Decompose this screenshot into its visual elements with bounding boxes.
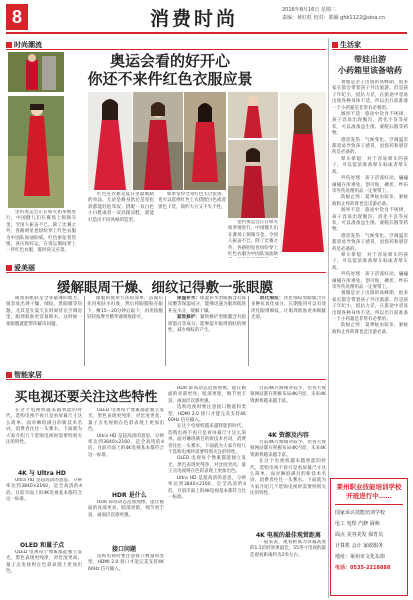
smart-text-col4a bbox=[250, 386, 326, 426]
smart-text-col1a bbox=[6, 408, 82, 466]
ad-line: 面点 美容美发 保育员 bbox=[335, 532, 384, 538]
fashion-headline-line1: 奥运会看的好开心 bbox=[109, 52, 230, 70]
fashion-photo-1 bbox=[8, 52, 64, 92]
smart-paragraph: 在这个电视机越来越智能的时代，选购电视不再只是看屏幕尺寸这么简单。面对琳琅满目的新技术名词，消费者往往一头雾水。下面就为大家介绍几个选购电视时需要特别关注的特性。 bbox=[250, 459, 326, 497]
tag-square-icon bbox=[6, 42, 12, 48]
tag-square-icon bbox=[332, 42, 338, 48]
fashion-paragraph: 如果觉得全身红色太过张扬，也可以选择红色上衣搭配白色或者黑色下装，简约大方又不失个性。 bbox=[158, 192, 226, 210]
smart-text-col1c bbox=[6, 550, 82, 596]
smart-subhead-ports: 接口问题 bbox=[112, 546, 137, 553]
masthead bbox=[0, 0, 413, 34]
beauty-subhead: 保湿补水： bbox=[177, 296, 201, 301]
beauty-text-col1 bbox=[6, 296, 82, 366]
fashion-paragraph: 红色连衣裙是夏日里最吸睛的单品，无论是修身款还是宽松款都能轻松驾驭。搭配一双白色小白鞋或者一双高跟凉鞋，就能打造出不同风格的造型。 bbox=[88, 192, 154, 223]
ad-box bbox=[330, 478, 408, 596]
fashion-photo-8-art bbox=[280, 92, 326, 252]
smart-text-col4b bbox=[250, 440, 326, 526]
smart-tag-label: 智能家居 bbox=[14, 371, 42, 379]
column-divider bbox=[165, 296, 166, 366]
smart-paragraph: OLED 电视每个像素都能独立发光，黑色表现更纯净，对比度更高；量子点电视则在色彩表现上更加出色。 bbox=[88, 408, 164, 433]
ad-line: 国家承认技能培训学校 bbox=[335, 510, 386, 516]
smart-subhead-resources: 4K 资源及内容 bbox=[268, 432, 309, 439]
date-line: 2016年8月16日 星期二 bbox=[282, 7, 336, 13]
life-text bbox=[332, 80, 408, 472]
fashion-photo-5-art bbox=[184, 92, 226, 190]
life-paragraph: 晕车晕船：对于容易晕车的孩子，可以提前准备晕车贴或者晕车药。 bbox=[332, 156, 408, 175]
ad-line: 电工 电焊 汽修 厨师 bbox=[335, 521, 380, 527]
beauty-paragraph: 淡化细纹型眼膜含有多种抗氧化成分，长期使用可以有效淡化眼周细纹，让眼周肌肤更加细腻光滑。 bbox=[251, 296, 326, 321]
smart-paragraph: 在这个电视机越来越智能的时代，选购电视不再只是看屏幕尺寸这么简单。面对琳琅满目的新技术名词，消费者往往一头雾水。下面就为大家介绍几个选购电视时需要特别关注的特性。 bbox=[6, 408, 82, 446]
masthead-rule bbox=[6, 32, 407, 34]
ad-lines bbox=[331, 508, 407, 574]
fashion-photo-6 bbox=[228, 92, 278, 138]
fashion-photo-3 bbox=[88, 92, 132, 190]
ad-line: 地址：莱州市文化东街 bbox=[335, 554, 386, 560]
masthead-info bbox=[282, 6, 410, 22]
life-headline bbox=[332, 54, 408, 76]
beauty-paragraph: 保湿补水型眼膜含有玻尿酸等保湿成分，能够迅速为眼周肌肤补充水分，缓解干燥。 bbox=[168, 296, 246, 314]
smart-paragraph: Ultra HD 是超高清的意思，分辨率达到3840×2160，是全高清的4倍。目前市面上的4K电视基本都符合这一标准。 bbox=[168, 475, 246, 500]
beauty-tag-label: 爱美丽 bbox=[14, 264, 35, 272]
ad-line: 电话：0535-2218888 bbox=[335, 565, 391, 571]
tag-square-icon bbox=[6, 372, 12, 378]
smart-subhead-hdr: HDR 是什么 bbox=[112, 492, 147, 499]
fashion-tag-label: 时尚潮流 bbox=[14, 41, 42, 49]
beauty-text-col4 bbox=[251, 296, 326, 366]
ad-title bbox=[331, 483, 407, 501]
smart-paragraph: HDR 即高动态范围图像，能让画面的亮部更亮、暗部更暗，细节更丰富，画面层次感更强。 bbox=[88, 500, 164, 518]
life-tag-label: 生活家 bbox=[340, 41, 361, 49]
smart-paragraph: Ultra HD 是超高清的意思，分辨率达到3840×2160，是全高清的4倍。目前市面上的4K电视基本都符合这一标准。 bbox=[6, 478, 82, 503]
fashion-photo-2-art bbox=[8, 96, 64, 208]
fashion-text-col3 bbox=[158, 192, 226, 258]
fashion-headline bbox=[70, 52, 270, 88]
beauty-paragraph: 眼膜的使用方法很简单，洁面后先用爽肤水打底，然后将眼膜贴在眼下，敷15—20分钟后取下，再用指腹轻轻按摩至精华液吸收即可。 bbox=[87, 296, 163, 321]
smart-paragraph: 选购电视时要注意接口数量和类型，HDMI 2.0 接口才能完美支持4K 60Hz 信号输入。 bbox=[88, 554, 164, 572]
column-divider bbox=[84, 296, 85, 366]
life-paragraph: 外伤处理：孩子活泼好动，磕磕碰碰在所难免，创可贴、碘伏、纱布等外伤处理用品一定要带上。 bbox=[332, 176, 408, 194]
fashion-paragraph: 里约奥运会正在如火如荼地进行，中国健儿们在赛场上频频夺金，令国人振奋不已。除了比赛之外，各路明星也纷纷穿上红色衣服为中国队加油助威。红色象征着热情、喜庆和好运，在奥运期间穿上一件红色衣服，既时尚又应景。 bbox=[6, 210, 76, 254]
life-paragraph: 暑假是亲子出游的高峰期，很多家长都会带着孩子外出旅游。但是孩子年纪小，抵抗力差，在旅途中容易出现各种身体不适。所以出行前准备一个小药箱是非常有必要的。 bbox=[332, 80, 408, 111]
smart-subhead-4k: 4K 与 Ultra HD bbox=[18, 470, 66, 477]
ad-line: 计算机 会计 家政服务 bbox=[335, 543, 384, 549]
smart-subhead-distance: 4K 电视的最佳观赏距离 bbox=[256, 532, 321, 539]
smart-text-col2b bbox=[88, 500, 164, 540]
smart-paragraph: HDR 即高动态范围图像，能让画面的亮部更亮、暗部更暗，细节更丰富，画面层次感更强。 bbox=[168, 386, 246, 404]
life-rule bbox=[332, 49, 408, 50]
life-paragraph: 防蚊止痒：夏季蚊虫较多，驱蚊液和止痒药膏也是出游必备。 bbox=[332, 323, 408, 335]
section-title: 消费时尚 bbox=[150, 8, 239, 30]
beauty-headline: 缓解眼周干燥、细纹记得敷一张眼膜 bbox=[57, 280, 273, 296]
smart-text-col2c bbox=[88, 554, 164, 596]
ad-title-line2: 开班进行中…… bbox=[346, 492, 392, 500]
editor-line: 责编：黄红虹 校对：郭颖 ghk1122@sina.cn bbox=[282, 15, 385, 21]
fashion-photo-5 bbox=[184, 92, 226, 190]
fashion-photo-3-art bbox=[88, 92, 132, 190]
column-divider bbox=[248, 296, 249, 366]
smart-text-col4c bbox=[250, 540, 326, 596]
beauty-subhead: 紧致修护： bbox=[177, 315, 201, 321]
beauty-paragraph: 眼周的肌肤是全身最薄的地方，很容易出现干燥、细纹、黑眼圈等问题。尤其是在夏天长时间待在空调房里，眼周肌肤更容易缺水。这时候一张眼膜就能帮你解决问题。 bbox=[6, 296, 82, 327]
ad-title-line1: 莱州职业技能培训学校 bbox=[336, 483, 402, 491]
smart-paragraph: 目前4K片源相对较少，但各大视频网站都在积极布局4K内容，未来4K资源将越来越丰富。 bbox=[250, 386, 326, 404]
beauty-paragraph: 紧致修护型眼膜含有胶原蛋白等成分，能够提升眼周肌肤的弹性，减少细纹的产生。 bbox=[168, 315, 246, 334]
life-paragraph: 感冒发热：气候变化、空调温差都容易导致孩子感冒，退烧药和感冒药是必备的。 bbox=[332, 233, 408, 252]
fashion-photo-7-art bbox=[228, 140, 278, 218]
fashion-text-col4 bbox=[228, 220, 278, 258]
fashion-photo-1-art bbox=[8, 52, 64, 92]
right-column-divider bbox=[328, 38, 329, 598]
smart-paragraph: OLED 电视每个像素都能独立发光，黑色表现更纯净，对比度更高；量子点电视则在色彩表现上更加出色。 bbox=[168, 456, 246, 475]
life-paragraph: 肠胃不适：旅途中饮食不规律，孩子容易出现腹泻、消化不良等症状，可以准备益生菌、蒙脱石散等药物。 bbox=[332, 208, 408, 233]
smart-paragraph: Ultra HD 是超高清的意思，分辨率达到3840×2160，是全高清的4倍。目前市面上的4K电视基本都符合这一标准。 bbox=[88, 433, 164, 458]
smart-paragraph: 目前4K片源相对较少，但各大视频网站都在积极布局4K内容，未来4K资源将越来越丰富。 bbox=[250, 440, 326, 458]
smart-paragraph: 一般来说，观看距离为屏幕高度的1.5倍时效果最佳，55英寸电视的最佳观看距离约为2米左右。 bbox=[250, 540, 326, 558]
life-paragraph: 肠胃不适：旅途中饮食不规律，孩子容易出现腹泻、消化不良等症状，可以准备益生菌、蒙脱石散等药物。 bbox=[332, 112, 408, 137]
fashion-photo-4 bbox=[133, 92, 183, 190]
ad-rule bbox=[335, 504, 403, 505]
life-paragraph: 外伤处理：孩子活泼好动，磕磕碰碰在所难免，创可贴、碘伏、纱布等外伤处理用品一定要带上。 bbox=[332, 272, 408, 290]
beauty-subhead: 淡化细纹： bbox=[260, 296, 284, 301]
fashion-rule bbox=[6, 49, 326, 50]
beauty-text-col2 bbox=[87, 296, 163, 366]
life-paragraph: 感冒发热：气候变化、空调温差都容易导致孩子感冒，退烧药和感冒药是必备的。 bbox=[332, 137, 408, 156]
smart-paragraph: 选购电视时要注意接口数量和类型，HDMI 2.0 接口才能完美支持4K 60Hz 信号输入。 bbox=[168, 405, 246, 424]
fashion-photo-2 bbox=[8, 96, 64, 208]
life-headline-line1: 带娃出游 bbox=[354, 54, 386, 64]
life-headline-line2: 小药箱里该备啥药 bbox=[338, 65, 402, 75]
life-paragraph: 防蚊止痒：夏季蚊虫较多，驱蚊液和止痒药膏也是出游必备。 bbox=[332, 195, 408, 207]
fashion-photo-4-art bbox=[133, 92, 183, 190]
fashion-text-col1 bbox=[6, 210, 76, 258]
fashion-photo-7 bbox=[228, 140, 278, 218]
fashion-photo-6-art bbox=[228, 92, 278, 138]
smart-text-col1b bbox=[6, 478, 82, 536]
life-paragraph: 晕车晕船：对于容易晕车的孩子，可以提前准备晕车贴或者晕车药。 bbox=[332, 252, 408, 271]
smart-paragraph: 在这个电视机越来越智能的时代，选购电视不再只是看屏幕尺寸这么简单。面对琳琅满目的新技术名词，消费者往往一头雾水。下面就为大家介绍几个选购电视时需要特别关注的特性。 bbox=[168, 424, 246, 456]
smart-rule bbox=[6, 379, 326, 380]
smart-subhead-oled: OLED 和量子点 bbox=[20, 542, 65, 549]
smart-text-col3 bbox=[168, 386, 246, 596]
smart-paragraph: OLED 电视每个像素都能独立发光，黑色表现更纯净，对比度更高；量子点电视则在色彩表现上更加出色。 bbox=[6, 550, 82, 575]
smart-headline: 买电视还要关注这些特性 bbox=[14, 390, 158, 405]
beauty-text-col3 bbox=[168, 296, 246, 366]
fashion-text-col2 bbox=[88, 192, 154, 258]
tag-square-icon bbox=[6, 265, 12, 271]
fashion-photo-8 bbox=[280, 92, 326, 252]
page-number: 8 bbox=[6, 4, 28, 30]
fashion-paragraph: 里约奥运会正在如火如荼地进行，中国健儿们在赛场上频频夺金，令国人振奋不已。除了比赛之外，各路明星也纷纷穿上红色衣服为中国队加油助 bbox=[228, 220, 278, 258]
life-paragraph: 暑假是亲子出游的高峰期，很多家长都会带着孩子外出旅游。但是孩子年纪小，抵抗力差，在旅途中容易出现各种身体不适。所以出行前准备一个小药箱是非常有必要的。 bbox=[332, 291, 408, 323]
beauty-rule bbox=[6, 272, 326, 273]
fashion-headline-line2: 你还不来件红色衣服应景 bbox=[87, 70, 253, 88]
